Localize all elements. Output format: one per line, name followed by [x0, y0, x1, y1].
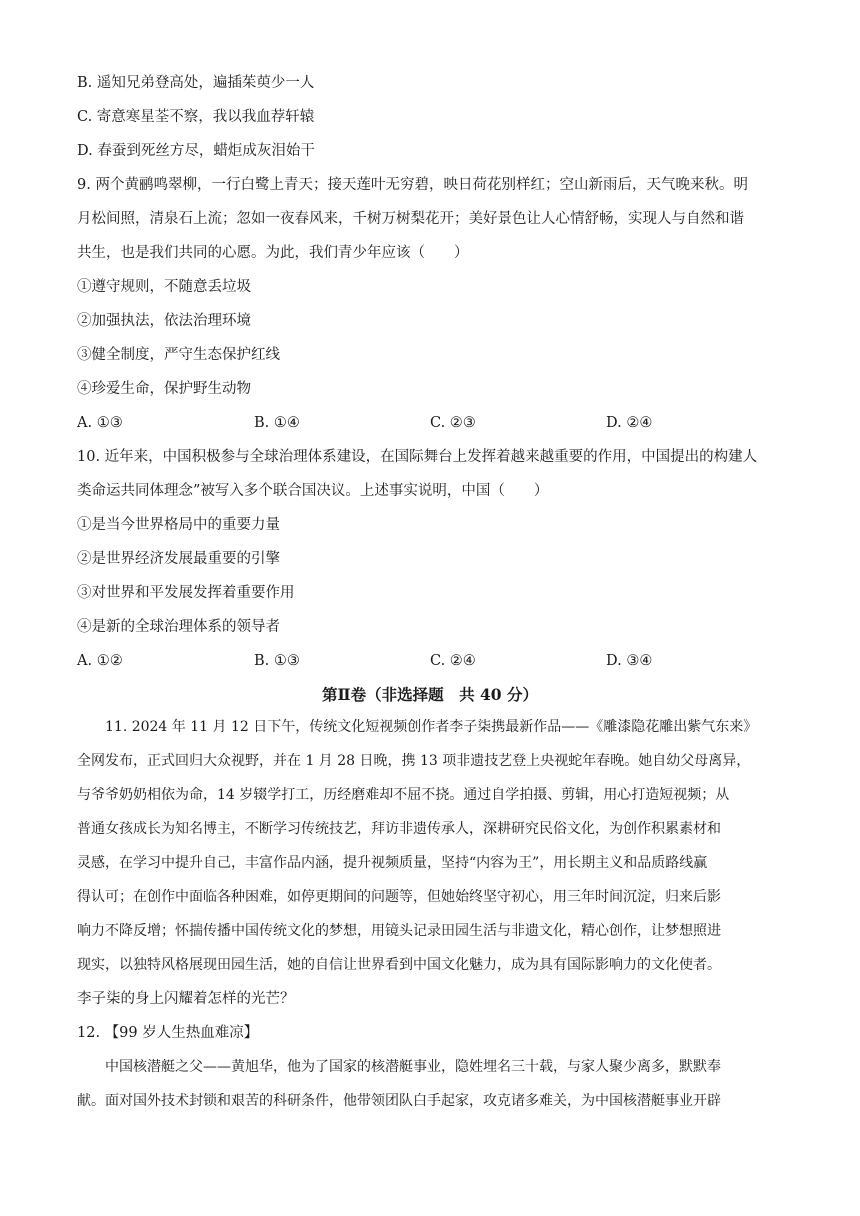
q11-text-line: 全网发布，正式回归大众视野，并在 1 月 28 日晚，携 13 项非遗技艺登上央视蛇年春晚。她自幼父母离异， — [77, 753, 751, 769]
q11-question: 李子柒的身上闪耀着怎样的光芒？ — [77, 991, 295, 1007]
q10-item: ①是当今世界格局中的重要力量 — [77, 517, 280, 533]
q9-item: ②加强执法，依法治理环境 — [77, 313, 251, 329]
q10-item: ④是新的全球治理体系的领导者 — [77, 619, 280, 635]
q11-text-line: 现实，以独特风格展现田园生活，她的自信让世界看到中国文化魅力，成为具有国际影响力的文化使者。 — [77, 957, 721, 973]
q8-option-d: D. 春蚕到死丝方尽，蜡炬成灰泪始干 — [77, 143, 315, 159]
q9-option-d: D. ②④ — [606, 415, 653, 431]
q9-option-a: A. ①③ — [77, 415, 123, 431]
q9-stem-line: 共生，也是我们共同的心愿。为此，我们青少年应该（ ） — [77, 245, 469, 261]
q10-item: ③对世界和平发展发挥着重要作用 — [77, 585, 295, 601]
q11-text-line: 得认可；在创作中面临各种困难，如停更期间的问题等，但她始终坚守初心，用三年时间沉淀，归来后影 — [77, 889, 721, 905]
q11-text-line: 11. 2024 年 11 月 12 日下午，传统文化短视频创作者李子柒携最新作品——《雕漆隐花雕出紫气东来》 — [105, 719, 758, 735]
q10-option-d: D. ③④ — [606, 653, 653, 669]
q10-item: ②是世界经济发展最重要的引擎 — [77, 551, 280, 567]
q10-stem-line: 类命运共同体理念”被写入多个联合国决议。上述事实说明，中国（ ） — [77, 483, 549, 499]
q9-option-b: B. ①④ — [254, 415, 300, 431]
q10-option-b: B. ①③ — [254, 653, 300, 669]
q9-item: ①遵守规则，不随意丢垃圾 — [77, 279, 251, 295]
q9-option-c: C. ②③ — [430, 415, 476, 431]
q8-option-b: B. 遥知兄弟登高处，遍插茱萸少一人 — [77, 75, 315, 91]
q12-text-line: 献。面对国外技术封锁和艰苦的科研条件，他带领团队白手起家，攻克诸多难关，为中国核潜艇事业开辟 — [77, 1093, 721, 1109]
q12-title: 12. 【99 岁人生热血难凉】 — [77, 1025, 259, 1041]
section-title: 第Ⅱ卷（非选择题 共 40 分） — [322, 685, 538, 704]
q10-stem-line: 10. 近年来，中国积极参与全球治理体系建设，在国际舞台上发挥着越来越重要的作用，中国提出的构建人 — [77, 449, 758, 465]
q10-option-c: C. ②④ — [430, 653, 476, 669]
q8-option-c: C. 寄意寒星荃不察，我以我血荐轩辕 — [77, 109, 315, 125]
q10-option-a: A. ①② — [77, 653, 123, 669]
q9-item: ③健全制度，严守生态保护红线 — [77, 347, 280, 363]
q11-text-line: 响力不降反增；怀揣传播中国传统文化的梦想，用镜头记录田园生活与非遗文化，精心创作，让梦想照进 — [77, 923, 721, 939]
q11-text-line: 普通女孩成长为知名博主，不断学习传统技艺，拜访非遗传承人，深耕研究民俗文化，为创作积累素材和 — [77, 821, 721, 837]
q9-item: ④珍爱生命，保护野生动物 — [77, 381, 251, 397]
q11-text-line: 灵感，在学习中提升自己，丰富作品内涵，提升视频质量，坚持“内容为王”，用长期主义和品质路线赢 — [77, 855, 708, 871]
q9-stem-line: 9. 两个黄鹂鸣翠柳，一行白鹭上青天；接天莲叶无穷碧，映日荷花别样红；空山新雨后，天气晚来秋。明 — [77, 177, 748, 193]
q12-text-line: 中国核潜艇之父——黄旭华，他为了国家的核潜艇事业，隐姓埋名三十载，与家人聚少离多，默默奉 — [105, 1059, 721, 1075]
q11-text-line: 与爷爷奶奶相依为命，14 岁辍学打工，历经磨难却不屈不挠。通过自学拍摄、剪辑，用心打造短视频；从 — [77, 787, 730, 803]
q9-stem-line: 月松间照，清泉石上流；忽如一夜春风来，千树万树梨花开；美好景色让人心情舒畅，实现人与自然和谐 — [77, 211, 744, 227]
